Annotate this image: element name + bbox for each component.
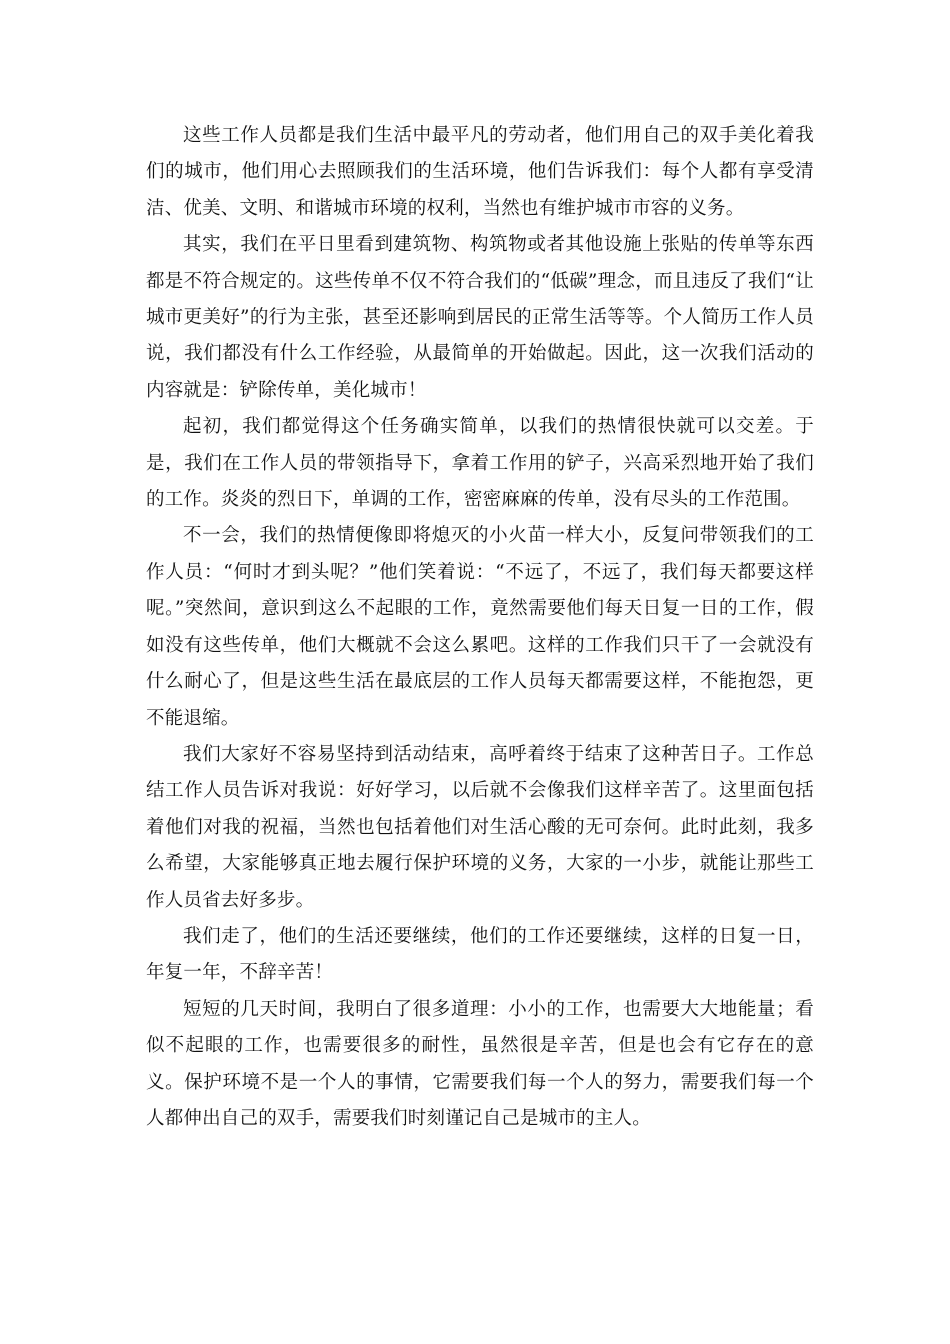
paragraph-5: 我们大家好不容易坚持到活动结束，高呼着终于结束了这种苦日子。工作总结工作人员告诉对我说：好好学习，以后就不会像我们这样辛苦了。这里面包括着他们对我的祝福，当然也包括着他们对生活心酸的无可奈何。此时此刻，我多么希望，大家能够真正地去履行保护环境的义务，大家的一小步，就能让那些工作人员省去好多步。 bbox=[146, 743, 814, 911]
paragraph-2: 其实，我们在平日里看到建筑物、构筑物或者其他设施上张贴的传单等东西都是不符合规定的。这些传单不仅不符合我们的“低碳”理念，而且违反了我们“让城市更美好”的行为主张，甚至还影响到居民的正常生活等等。个人简历工作人员说，我们都没有什么工作经验，从最简单的开始做起。因此，这一次我们活动的内容就是：铲除传单，美化城市！ bbox=[146, 234, 814, 401]
paragraph-6: 我们走了，他们的生活还要继续，他们的工作还要继续，这样的日复一日，年复一年，不辞辛苦！ bbox=[146, 925, 814, 984]
paragraph-3: 起初，我们都觉得这个任务确实简单，以我们的热情很快就可以交差。于是，我们在工作人员的带领指导下，拿着工作用的铲子，兴高采烈地开始了我们的工作。炎炎的烈日下，单调的工作，密密麻麻的传单，没有尽头的工作范围。 bbox=[146, 416, 814, 511]
paragraph-7: 短短的几天时间，我明白了很多道理：小小的工作，也需要大大地能量；看似不起眼的工作，也需要很多的耐性，虽然很是辛苦，但是也会有它存在的意义。保护环境不是一个人的事情，它需要我们每一个人的努力，需要我们每一个人都伸出自己的双手，需要我们时刻谨记自己是城市的主人。 bbox=[146, 998, 814, 1129]
paragraph-1: 这些工作人员都是我们生活中最平凡的劳动者，他们用自己的双手美化着我们的城市，他们用心去照顾我们的生活环境，他们告诉我们：每个人都有享受清洁、优美、文明、和谐城市环境的权利，当然也有维护城市市容的义务。 bbox=[146, 125, 814, 219]
paragraph-4: 不一会，我们的热情便像即将熄灭的小火苗一样大小，反复问带领我们的工作人员：“何时才到头呢？”他们笑着说：“不远了，不远了，我们每天都要这样呢。”突然间，意识到这么不起眼的工作，竟然需要他们每天日复一日的工作，假如没有这些传单，他们大概就不会这么累吧。这样的工作我们只干了一会就没有什么耐心了，但是这些生活在最底层的工作人员每天都需要这样，不能抱怨，更不能退缩。 bbox=[146, 525, 814, 729]
document-body bbox=[146, 118, 814, 1137]
